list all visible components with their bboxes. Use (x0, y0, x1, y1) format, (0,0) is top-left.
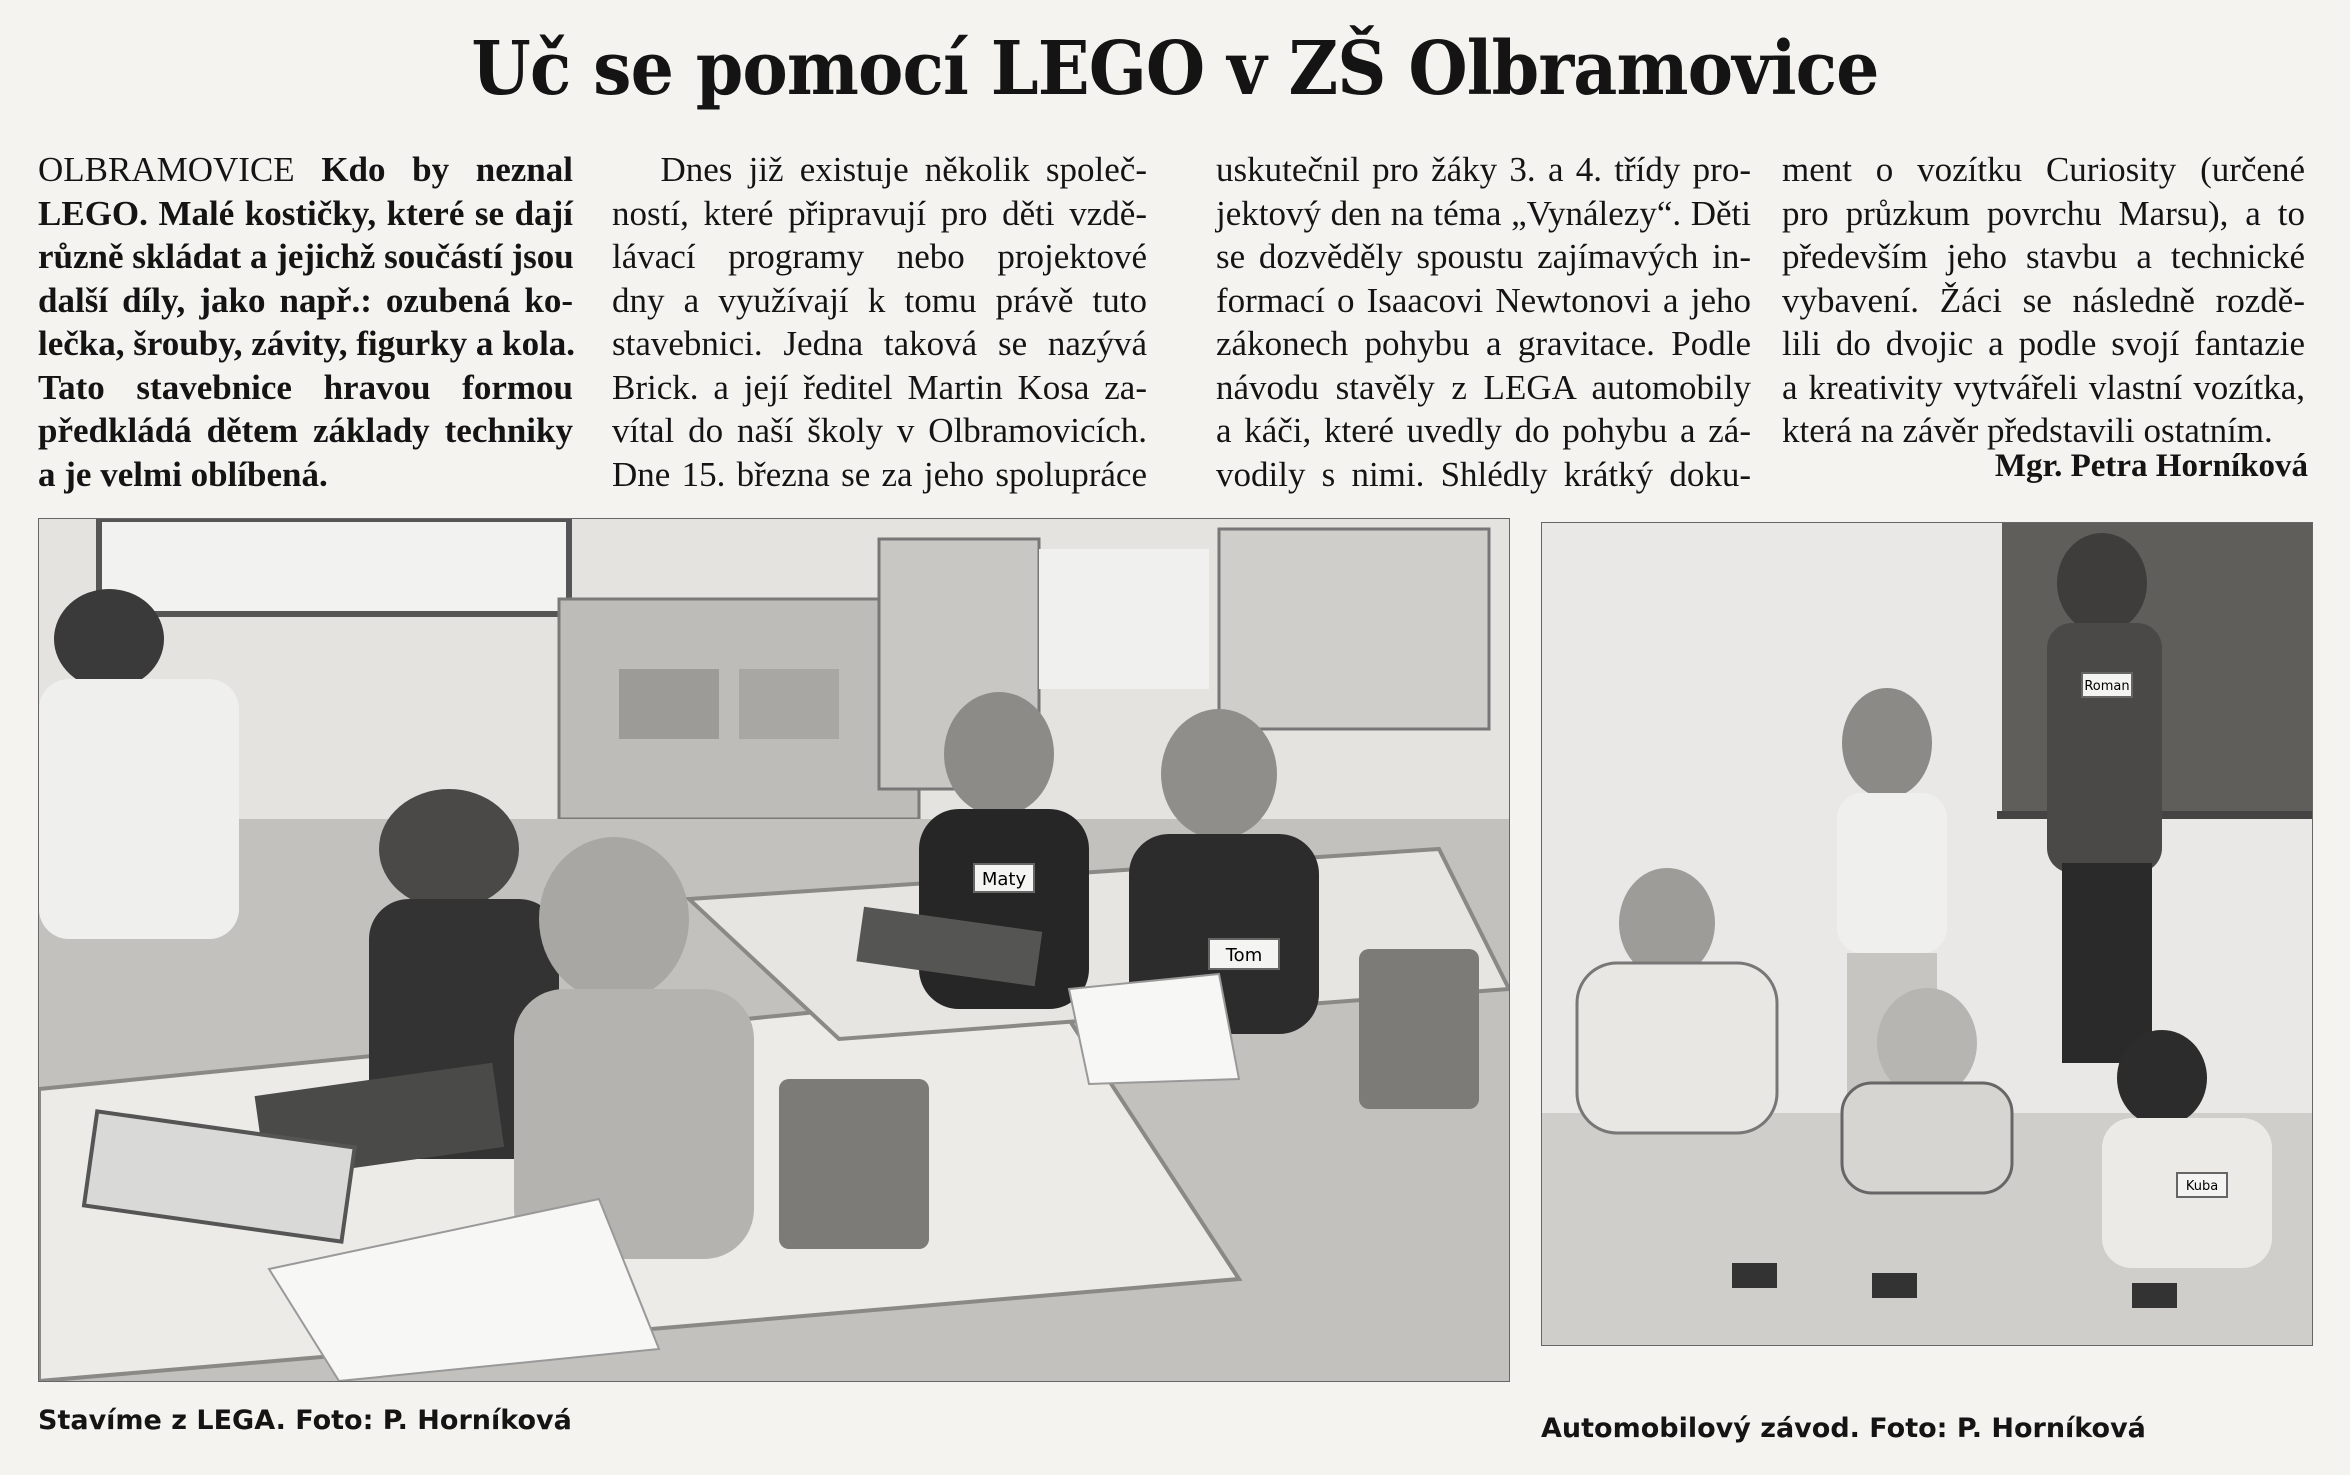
text-line: lávací programy nebo projektové (612, 237, 1147, 276)
text-line: se dozvěděly spoustu zajímavých in- (1216, 237, 1751, 276)
text-line (38, 148, 573, 192)
text-line: vodily s nimi. Shlédly krátký doku- (1216, 454, 1751, 494)
dateline: OLBRAMOVICE (38, 150, 295, 189)
text-line: a káči, které uvedly do pohybu a zá- (1216, 411, 1751, 450)
name-tag-2: Tom (1225, 945, 1263, 966)
text-line: která na závěr představili ostatním. (1782, 411, 2273, 450)
text-fragment: Kdo by neznal (294, 150, 573, 189)
text-line: lili do dvojic a podle svojí fantazie (1782, 324, 2305, 363)
name-tag-3: Roman (2084, 679, 2130, 694)
article-column-4 (1782, 148, 2305, 453)
article-column-2 (612, 148, 1147, 496)
text-line: uskutečnil pro žáky 3. a 4. třídy pro- (1216, 150, 1751, 189)
text-line: ment o vozítku Curiosity (určené (1782, 150, 2305, 189)
text-line: vítal do naší školy v Olbramovicích. (612, 411, 1147, 450)
text-line: lečka, šrouby, závity, figurky a kola. (38, 324, 576, 363)
photo-car-race-illustration (1542, 523, 2312, 1345)
text-line: Dnes již existuje několik společ- (612, 150, 1147, 189)
article-column-3 (1216, 148, 1751, 496)
photo-car-race (1541, 522, 2313, 1346)
name-tag-1: Maty (981, 869, 1027, 890)
text-line: vybavení. Žáci se následně rozdě- (1782, 280, 2305, 320)
text-line: jektový den na téma „Vynálezy“. Děti (1216, 193, 1751, 233)
text-line: různě skládat a jejichž součástí jsou (38, 237, 574, 276)
text-line: předkládá dětem základy techniky (38, 411, 573, 450)
photo-classroom (38, 518, 1510, 1382)
photo-caption-2: Automobilový závod. Foto: P. Horníková (1541, 1413, 2146, 1444)
text-line: stavebnici. Jedna taková se nazývá (612, 324, 1147, 363)
photo-classroom-illustration (39, 519, 1509, 1381)
text-line: pro průzkum povrchu Marsu), a to (1782, 193, 2305, 233)
name-tag-4: Kuba (2185, 1179, 2219, 1194)
author-byline: Mgr. Petra Horníková (1994, 448, 2308, 484)
text-line: především jeho stavbu a technické (1782, 237, 2305, 276)
text-line: Tato stavebnice hravou formou (38, 367, 573, 407)
text-line: Dne 15. března se za jeho spolupráce (612, 454, 1147, 494)
text-line: zákonech pohybu a gravitace. Podle (1216, 324, 1751, 363)
text-line: dny a využívají k tomu právě tuto (612, 280, 1147, 320)
photo-caption-1: Stavíme z LEGA. Foto: P. Horníková (38, 1405, 572, 1436)
article-headline: Uč se pomocí LEGO v ZŠ Olbramovice (471, 26, 1879, 112)
article-column-1 (38, 148, 576, 496)
text-line: další díly, jako např.: ozubená ko- (38, 280, 573, 320)
text-line: a je velmi oblíbená. (38, 454, 328, 494)
text-line: ností, které připravují pro děti vzdě- (612, 193, 1147, 233)
text-line: a kreativity vytvářeli vlastní vozítka, (1782, 367, 2305, 407)
text-line: Brick. a její ředitel Martin Kosa za- (612, 367, 1147, 407)
text-line: LEGO. Malé kostičky, které se dají (38, 193, 573, 233)
text-line: formací o Isaacovi Newtonovi a jeho (1216, 280, 1751, 320)
text-line: návodu stavěly z LEGA automobily (1216, 367, 1751, 407)
